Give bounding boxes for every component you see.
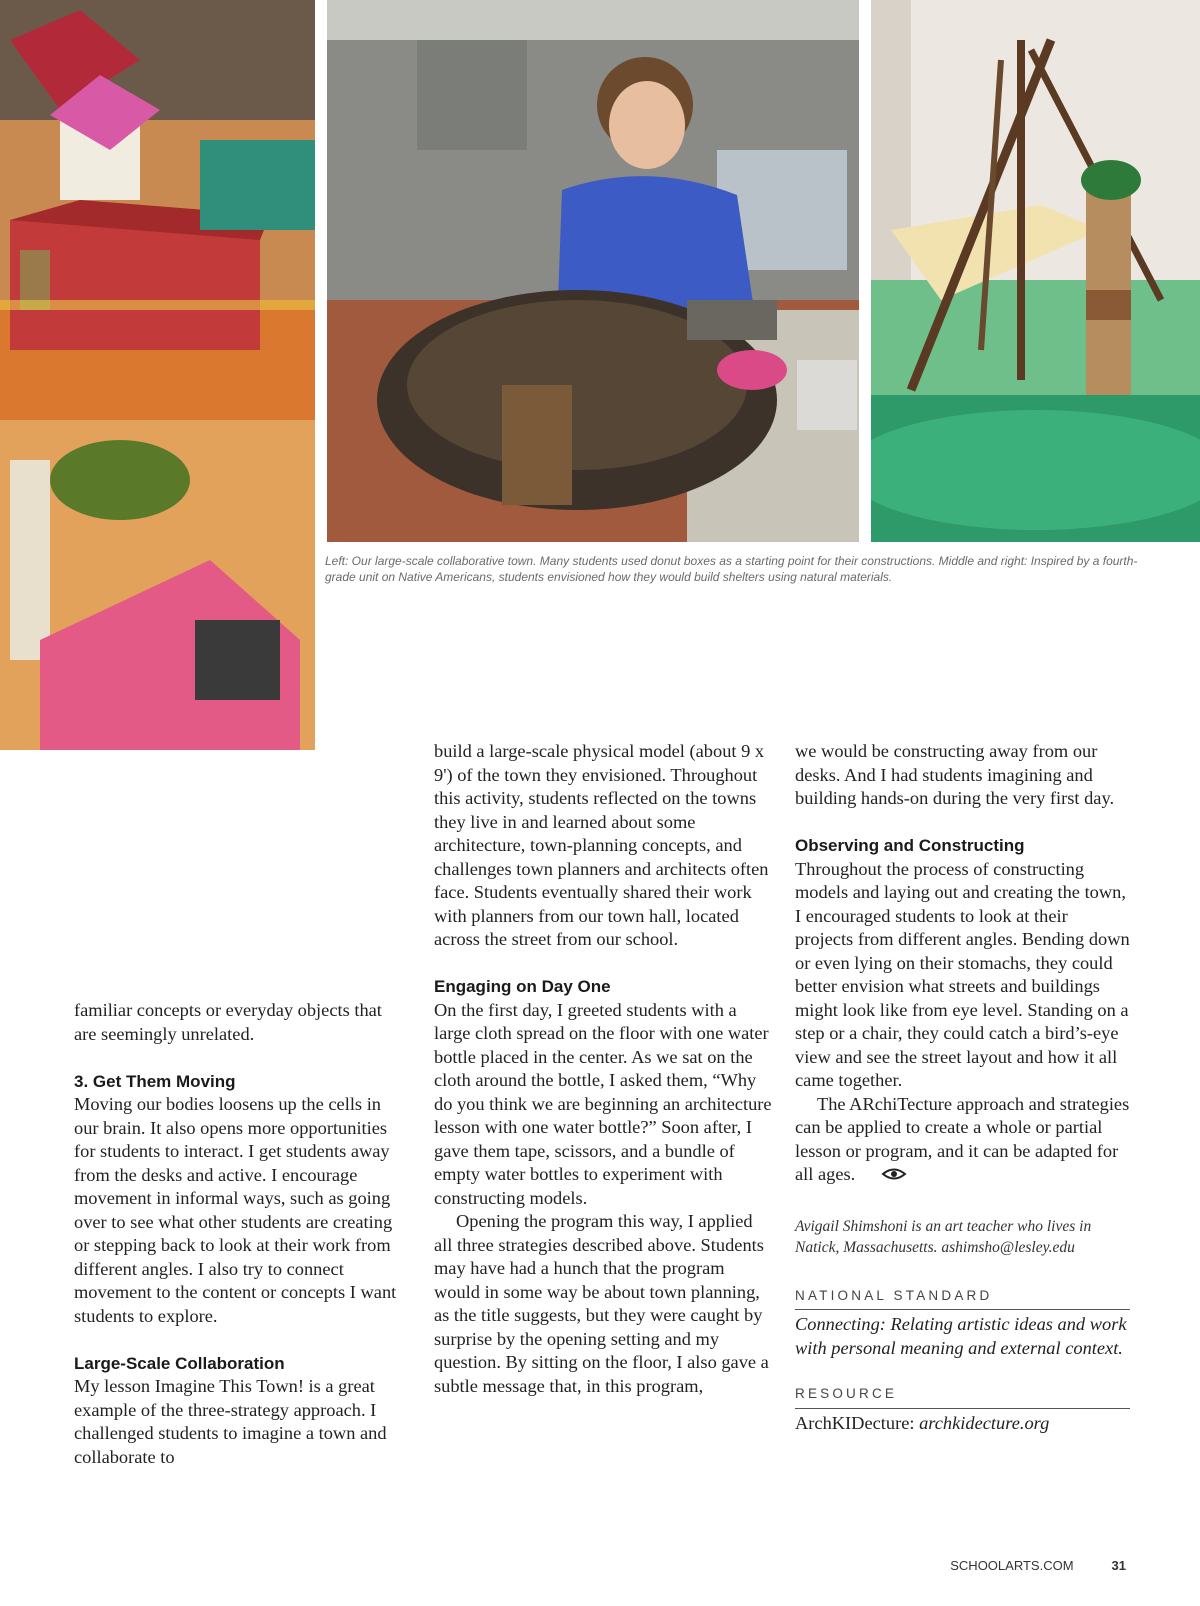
resource-name: ArchKIDecture: <box>795 1412 915 1433</box>
page-footer <box>950 1558 1126 1573</box>
national-standard-label: NATIONAL STANDARD <box>795 1284 1130 1311</box>
resource-label: RESOURCE <box>795 1382 1130 1409</box>
resource-url: archkidecture.org <box>919 1412 1050 1433</box>
text-column-1 <box>74 999 404 1469</box>
photo-caption: Left: Our large-scale collaborative town. Many students used donut boxes as a starting point for their constructions. Middle and right: Inspired by a fourth-grade unit on Native Americans, students envisioned how they would build shelters using natural materials. <box>325 554 1138 584</box>
national-standard-text: Connecting: Relating artistic ideas and work with personal meaning and external context. <box>795 1314 1127 1358</box>
paragraph: Opening the program this way, I applied all three strategies described above. Students may have had a hunch that the program would in some way be about town planning, as the title suggests, but they were caught by surprise by the opening setting and my question. By sitting on the floor, I also gave a subtle message that, in this program, <box>434 1211 769 1396</box>
author-bio: Avigail Shimshoni is an art teacher who lives in Natick, Massachusetts. ashimsho@lesley.edu <box>795 1217 1092 1256</box>
paragraph: Throughout the process of constructing models and laying out and creating the town, I encouraged students to look at their projects from different angles. Bending down or even lying on their stomachs, they could better envision what streets and buildings might look like from eye level. Standing on a step or a chair, they could catch a bird’s-eye view and see the street layout and how it all came together. <box>795 858 1130 1090</box>
section-heading-large-scale-collaboration: Large-Scale Collaboration <box>74 1353 285 1373</box>
resource-entry <box>795 1412 1130 1436</box>
paragraph: On the first day, I greeted students with a large cloth spread on the floor with one water bottle placed in the center. As we sat on the cloth around the bottle, I asked them, “Why do you think we are beginning an architecture lesson with one water bottle?” Soon after, I gave them tape, scissors, and a bundle of empty water bottles to experiment with constructing models. <box>434 999 772 1208</box>
stick-shelter-illustration <box>871 0 1200 542</box>
paragraph: build a large-scale physical model (about 9 x 9') of the town they envisioned. Throughout this activity, students reflected on the towns they live in and learned about some architecture, town-planning concepts, and challenges town planners and architects often face. Students eventually shared their work with planners from our town hall, located across the street from our school. <box>434 741 769 949</box>
text-column-3 <box>795 740 1130 1435</box>
photo-boy-building-shelter <box>327 0 859 542</box>
paragraph: familiar concepts or everyday objects that are seemingly unrelated. <box>74 1000 382 1044</box>
boy-with-mud-shelter-illustration <box>327 0 859 542</box>
page-number: 31 <box>1111 1558 1126 1573</box>
section-heading-engaging-on-day-one: Engaging on Day One <box>434 977 611 996</box>
paragraph: Moving our bodies loosens up the cells in our brain. It also opens more opportunities for students to interact. I get students away from the desks and active. I encourage movement in informal ways, such as going over to see what other students are creating or stepping back to look at their work from different angles. I also try to connect movement to the content or concepts I want students to explore. <box>74 1094 397 1326</box>
closing-text: The ARchiTecture approach and strategies can be applied to create a whole or partial lesson or program, and it can be adapted for all ages. <box>795 1093 1130 1184</box>
footer-site: SCHOOLARTS.COM <box>950 1558 1074 1573</box>
photo-stick-shelter <box>871 0 1200 542</box>
section-heading-get-them-moving: 3. Get Them Moving <box>74 1071 236 1091</box>
paragraph-closing <box>795 1093 1130 1188</box>
paragraph: we would be constructing away from our desks. And I had students imagining and building hands-on during the very first day. <box>795 741 1115 808</box>
section-heading-observing-and-constructing: Observing and Constructing <box>795 836 1025 855</box>
paragraph: My lesson Imagine This Town! is a great example of the three-strategy approach. I challenged students to imagine a town and collaborate to <box>74 1376 387 1467</box>
photo-collaborative-town <box>0 0 315 750</box>
eye-end-mark-icon <box>859 1164 907 1188</box>
town-model-illustration <box>0 0 315 750</box>
text-column-2 <box>434 740 774 1398</box>
